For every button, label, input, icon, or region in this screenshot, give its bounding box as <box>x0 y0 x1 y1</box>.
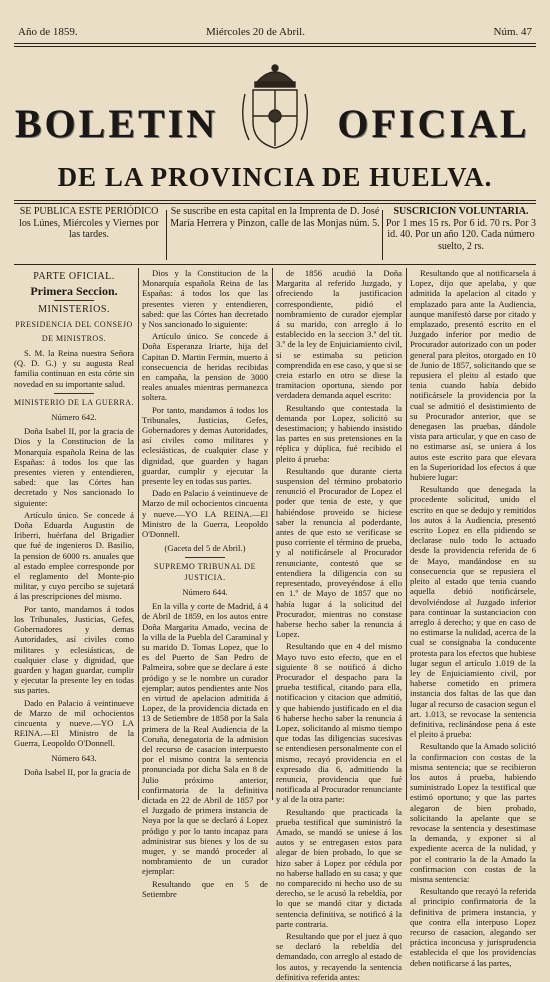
gazette-citation: (Gaceta del 5 de Abril.) <box>164 543 246 554</box>
band-divider <box>382 210 383 260</box>
info-band <box>14 206 536 262</box>
paragraph: Resultando que en 5 de Setiembre <box>142 878 268 899</box>
paragraph: Resultando que por el juez á quo se declaró la rebeldía del demandado, con arreglo al estado de los autos, y recayendo la sentencia definitiva referida antes: <box>276 931 402 982</box>
issue-number: Núm. 47 <box>493 26 532 38</box>
subscription-prices <box>386 206 536 262</box>
paragraph: Dios y la Constitucion de la Monarquía española Reina de las Españas: á todos los que las presentes vieren y entendieren, sabed: que las Córtes han decretado y Nos sancionado lo siguiente: <box>142 268 268 330</box>
royal-coat-of-arms-icon <box>235 60 315 155</box>
section-subheading: Primera Seccion. <box>30 284 118 299</box>
top-rule-double <box>14 46 536 47</box>
subscription-place: Se suscribe en esta capital en la Imprenta de D. José María Herrera y Pinzon, calle de las Monjas núm. 5. <box>170 206 380 229</box>
subscription-rates: Por 1 mes 15 rs. Por 6 id. 70 rs. Por 3 id. 40. Por un año 120. Cada número suelto, 2 rs. <box>386 217 537 252</box>
column-3 <box>276 268 402 982</box>
column-divider <box>138 268 139 800</box>
article-columns <box>14 268 536 982</box>
paragraph: Resultando que en 4 del mismo Mayo tuvo esto efecto, que en el siguiente 8 se notificó á dicho Procurador el despacho para la prueba testifical, citando para ella, notificacion y citacion que admitió, y que habiendo justificado en el dia 6 haberse hecho saber la renuncia á Lopez, solicitando al mismo tiempo que todas las diligencias sucesivas se entendiesen personalmente con el mismo, recayó providencia en el expresado dia 6, admitiendo la renuncia, providencia que fué notificada al Procurador renunciante y al de la otra parte: <box>276 641 402 805</box>
paragraph: Por tanto, mandamos á todos los Tribunales, Justicias, Gefes, Gobernadores y demas Autoridades, así civiles como militares y eclesiásticas, de cualquier clase y dignidad, que guarden y hagan guardar, cumplir y ejecutar la presente ley en todas sus partes. <box>14 603 134 696</box>
paragraph: Dado en Palacio á veintinueve de Marzo de mil ochocientos cincuenta y nueve.—YO LA REINA.—El Ministro de la Guerra, Leopoldo O'Donnell. <box>142 488 268 540</box>
masthead-title-right: OFICIAL <box>337 101 530 146</box>
paragraph: En la villa y corte de Madrid, á 4 de Abril de 1859, en los autos entre Doña Margarita Amado, vecina de la villa de la Puebla del Caraminal y su marido D. Tomas Lopez, que lo es del Puerto de San Pedro de Palmeira, sobre que se declare á este pródigo y se le nombre un curador ejemplar; autos pendientes ante Nos en virtud de apelacion admitida á Lopez, de la providencia dictada en 13 de Setiembre de 1858 por la Sala primera de la Real Audiencia de la Coruña, denegatoria de la admision del recurso de casacion interpuesto por el mismo contra la sentencia pronunciada por dicha Sala en 8 de Julio próximo anterior, confirmatoria de la definitiva dictada en 22 de Abril de 1857 por el Juzgado de primera instancia de Noya por la que se declaró á Lopez pródigo y por lo tanto incapaz para administrar sus bienes y los de su muger, y se mandó proceder al nombramiento de un curador ejemplar: <box>142 601 268 877</box>
masthead-subtitle: DE LA PROVINCIA DE HUELVA. <box>57 162 493 192</box>
subtitle-rule <box>14 200 536 201</box>
top-rule <box>14 43 536 44</box>
publication-info: SE PUBLICA ESTE PERIÓDICO los Lúnes, Miércoles y Viernes por las tardes. <box>19 206 159 240</box>
paragraph: Resultando que al notificarsela á Lopez, dijo que apelaba, y que admitida la apelacion al citado y emplazado para ante la Audiencia, aunque manifestó darse por citado y emplazado, presentó escrito en el Juzgado inferior por medio de Procurador autorizado con un poder general para pleitos, otorgado en 10 de Junio de 1857, solicitando que se repusiera el pleito al estado que tenia cuando había debido notificársele la providencia por la cual se admitió el desistimiento de su Procurador anterior, que se denegasen las pruebas, dándole vista para articular, y que en caso de no estimarse así, se uniera á los autos este escrito para que elevara en la Superioridad los efectos á que hubiere lugar: <box>410 268 536 483</box>
band-divider <box>166 210 167 260</box>
paragraph: Por tanto, mandamos á todos los Tribunales, Justicias, Gefes, Gobernadores y demas Autoridades, así civiles como militares y eclesiásticas, de cualquier clase y dignidad, que guarden y hagan guardar, cumplir y ejecutar la presente ley en todas sus partes. <box>142 404 268 487</box>
paragraph: Artículo único. Se concede á Doña Eduarda Augustin de Iriberri, huérfana del Brigadier que fué de ingenieros D. Basilio, la pension de 6000 rs. anuales que al estado emplee corresponde por el reglamento del Monte-pio militar, y cuyo percibo se sujetará á las prescripciones del mismo. <box>14 509 134 602</box>
presidency-heading: PRESIDENCIA DEL CONSEJO <box>15 319 133 329</box>
decree-number: Número 644. <box>182 586 228 597</box>
paragraph: Resultando que practicada la prueba testifical que suministró la Amado, se mandó se uniese á los autos y se entregasen estos para alegar de bien probado, lo que se hizo saber á Lopez por cédula por no haberse hallado en su casa; y que no comparecido ni hecho uso de su derecho, se le acusó la rebeldía, por lo que se mandó citar y dictada sentencia definitiva, se notificó á la parte contraria. <box>276 806 402 929</box>
issue-line <box>16 26 534 40</box>
masthead <box>14 60 536 170</box>
paragraph: Resultando que contestada la demanda por Lopez, solicitó su desestimacion; y habiendo insistido las partes en sus pretensiones en la réplica y dúplica, fué recibido el pleito á prueba: <box>276 402 402 464</box>
band-rule <box>14 264 536 265</box>
paragraph: de 1856 acudió la Doña Margarita al referido Juzgado, y ofreciendo la justificacion correspondiente, pidió el nombramiento de curador ejemplar á su marido, con arreglo á lo establecido en la seccion 3.ª del tít. 3.º de la ley de Enjuiciamiento civil, si se estimaba su peticion comprendida en ese caso, y que si se creia estarlo en otro se diese la tramitacion oportuna, siendo por verdadera demanda aquel escrito: <box>276 268 402 401</box>
issue-date: Miércoles 20 de Abril. <box>206 26 305 38</box>
paragraph: Doña Isabel II, por la gracia de <box>24 766 131 777</box>
column-divider <box>272 268 273 800</box>
column-4 <box>410 268 536 968</box>
decree-number: Número 643. <box>51 752 97 763</box>
column-1 <box>14 268 134 800</box>
paragraph: Resultando que denegada la procedente solicitud, unido el escrito en que se dedujo y remitidos los autos á la Audiencia, presentó escrito Lopez en ella pidiendo se declarase nulo todo lo actuado desde la providencia referida de 6 de Mayo, mandándose en su consecuencia que se repusiera el pleito al estado que tenia cuando aquella debió notificársele, devolviéndose al Juzgado inferior para continuar la sustanciacion con arreglo á derecho; y que en caso de no estimarse la nulidad, acerca de la cual se consignaba la conducente protesta para los efectos que hubiese lugar segun el artículo 1.019 de la ley de Enjuiciamiento civil, por haberse cometido en primera instancia dos faltas de las que dan lugar al recurso de casacion segun el art. 1.013, se revocase la sentencia definitiva, reclinándose pena á este el pleito á prueba: <box>410 484 536 740</box>
column-2 <box>142 268 268 899</box>
short-rule <box>54 393 94 394</box>
column-divider <box>406 268 407 800</box>
short-rule <box>54 300 94 301</box>
tribunal-heading: SUPREMO TRIBUNAL DE JUSTICIA. <box>154 562 256 582</box>
section-heading: PARTE OFICIAL. <box>33 271 115 282</box>
short-rule <box>185 557 225 558</box>
paragraph: Resultando que durante cierta suspension del término probatorio renunció el Procurador de Lopez el poder que tenia de este, y que habiéndose proveido se hiciese saber la renuncia al poderdante, antes de que esto se verificase se puso corriente el término de prueba, y al notificársele al Procurador renunciante, contestó que se entendiera la diligencia con su representado, proveyéndose á ello en 1.º de Mayo de 1857 que no había lugar á la solicitud del Procurador, mientras no constase haberse hecho saber la renuncia á Lopez. <box>276 465 402 640</box>
paragraph: Dado en Palacio á veintinueve de Marzo de mil ochocientos cincuenta y nueve.—YO LA REINA.—El Ministro de la Guerra, Leopoldo O'Donnell. <box>14 697 134 749</box>
ministries-heading: MINISTERIOS. <box>38 304 110 316</box>
presidency-subheading: DE MINISTROS. <box>41 333 107 343</box>
subtitle-rule-double <box>14 203 536 204</box>
paragraph: S. M. la Reina nuestra Señora (Q. D. G.) y su augusta Real familia continuan en esta córte sin novedad en su importante salud. <box>14 348 134 389</box>
war-ministry-heading: MINISTERIO DE LA GUERRA. <box>14 397 134 407</box>
paragraph: Doña Isabel II, por la gracia de Dios y la Constitucion de la Monarquía española Reina de las Españas: á todos los que las presentes vieren y entendieren, sabed: que las Córtes han decretado y Nos sancionado lo siguiente: <box>14 426 134 508</box>
paragraph: Resultando que recayó la referida al principio confirmatoria de la definitiva de primera instancia, y que contra ella interpuso Lopez recurso de casacion, alegando ser práctica inconcusa y jurisprudencia establecida el que los providencias deben notificarse á las partes, <box>410 886 536 968</box>
subscription-title: SUSCRICION VOLUNTARIA. <box>393 206 529 217</box>
masthead-title-left: BOLETIN <box>14 101 219 146</box>
decree-number: Número 642. <box>51 412 97 423</box>
issue-year: Año de 1859. <box>18 26 78 38</box>
paragraph: Artículo único. Se concede á Doña Esperanza Iriarte, hija del Capitan D. Martin Fermin, muerto á consecuencia de heridas recibidas en campaña, la pension de 3000 reales anuales mientras permanezca soltera. <box>142 331 268 403</box>
paragraph: Resultando que la Amado solicitó la confirmacion con costas de la misma sentencia; que se recibieron los autos á prueba, habiendo suministrado Lopez la testifical que estimó oportuno; y que las partes alegaron de bien probado, solicitando la apelante que se revocase la sentencia y desestimase la demanda, y exponer si al expediente acerca de la nulidad, y por el contrario la de la Amado la confirmacion con costas de la misma sentencia: <box>410 741 536 884</box>
